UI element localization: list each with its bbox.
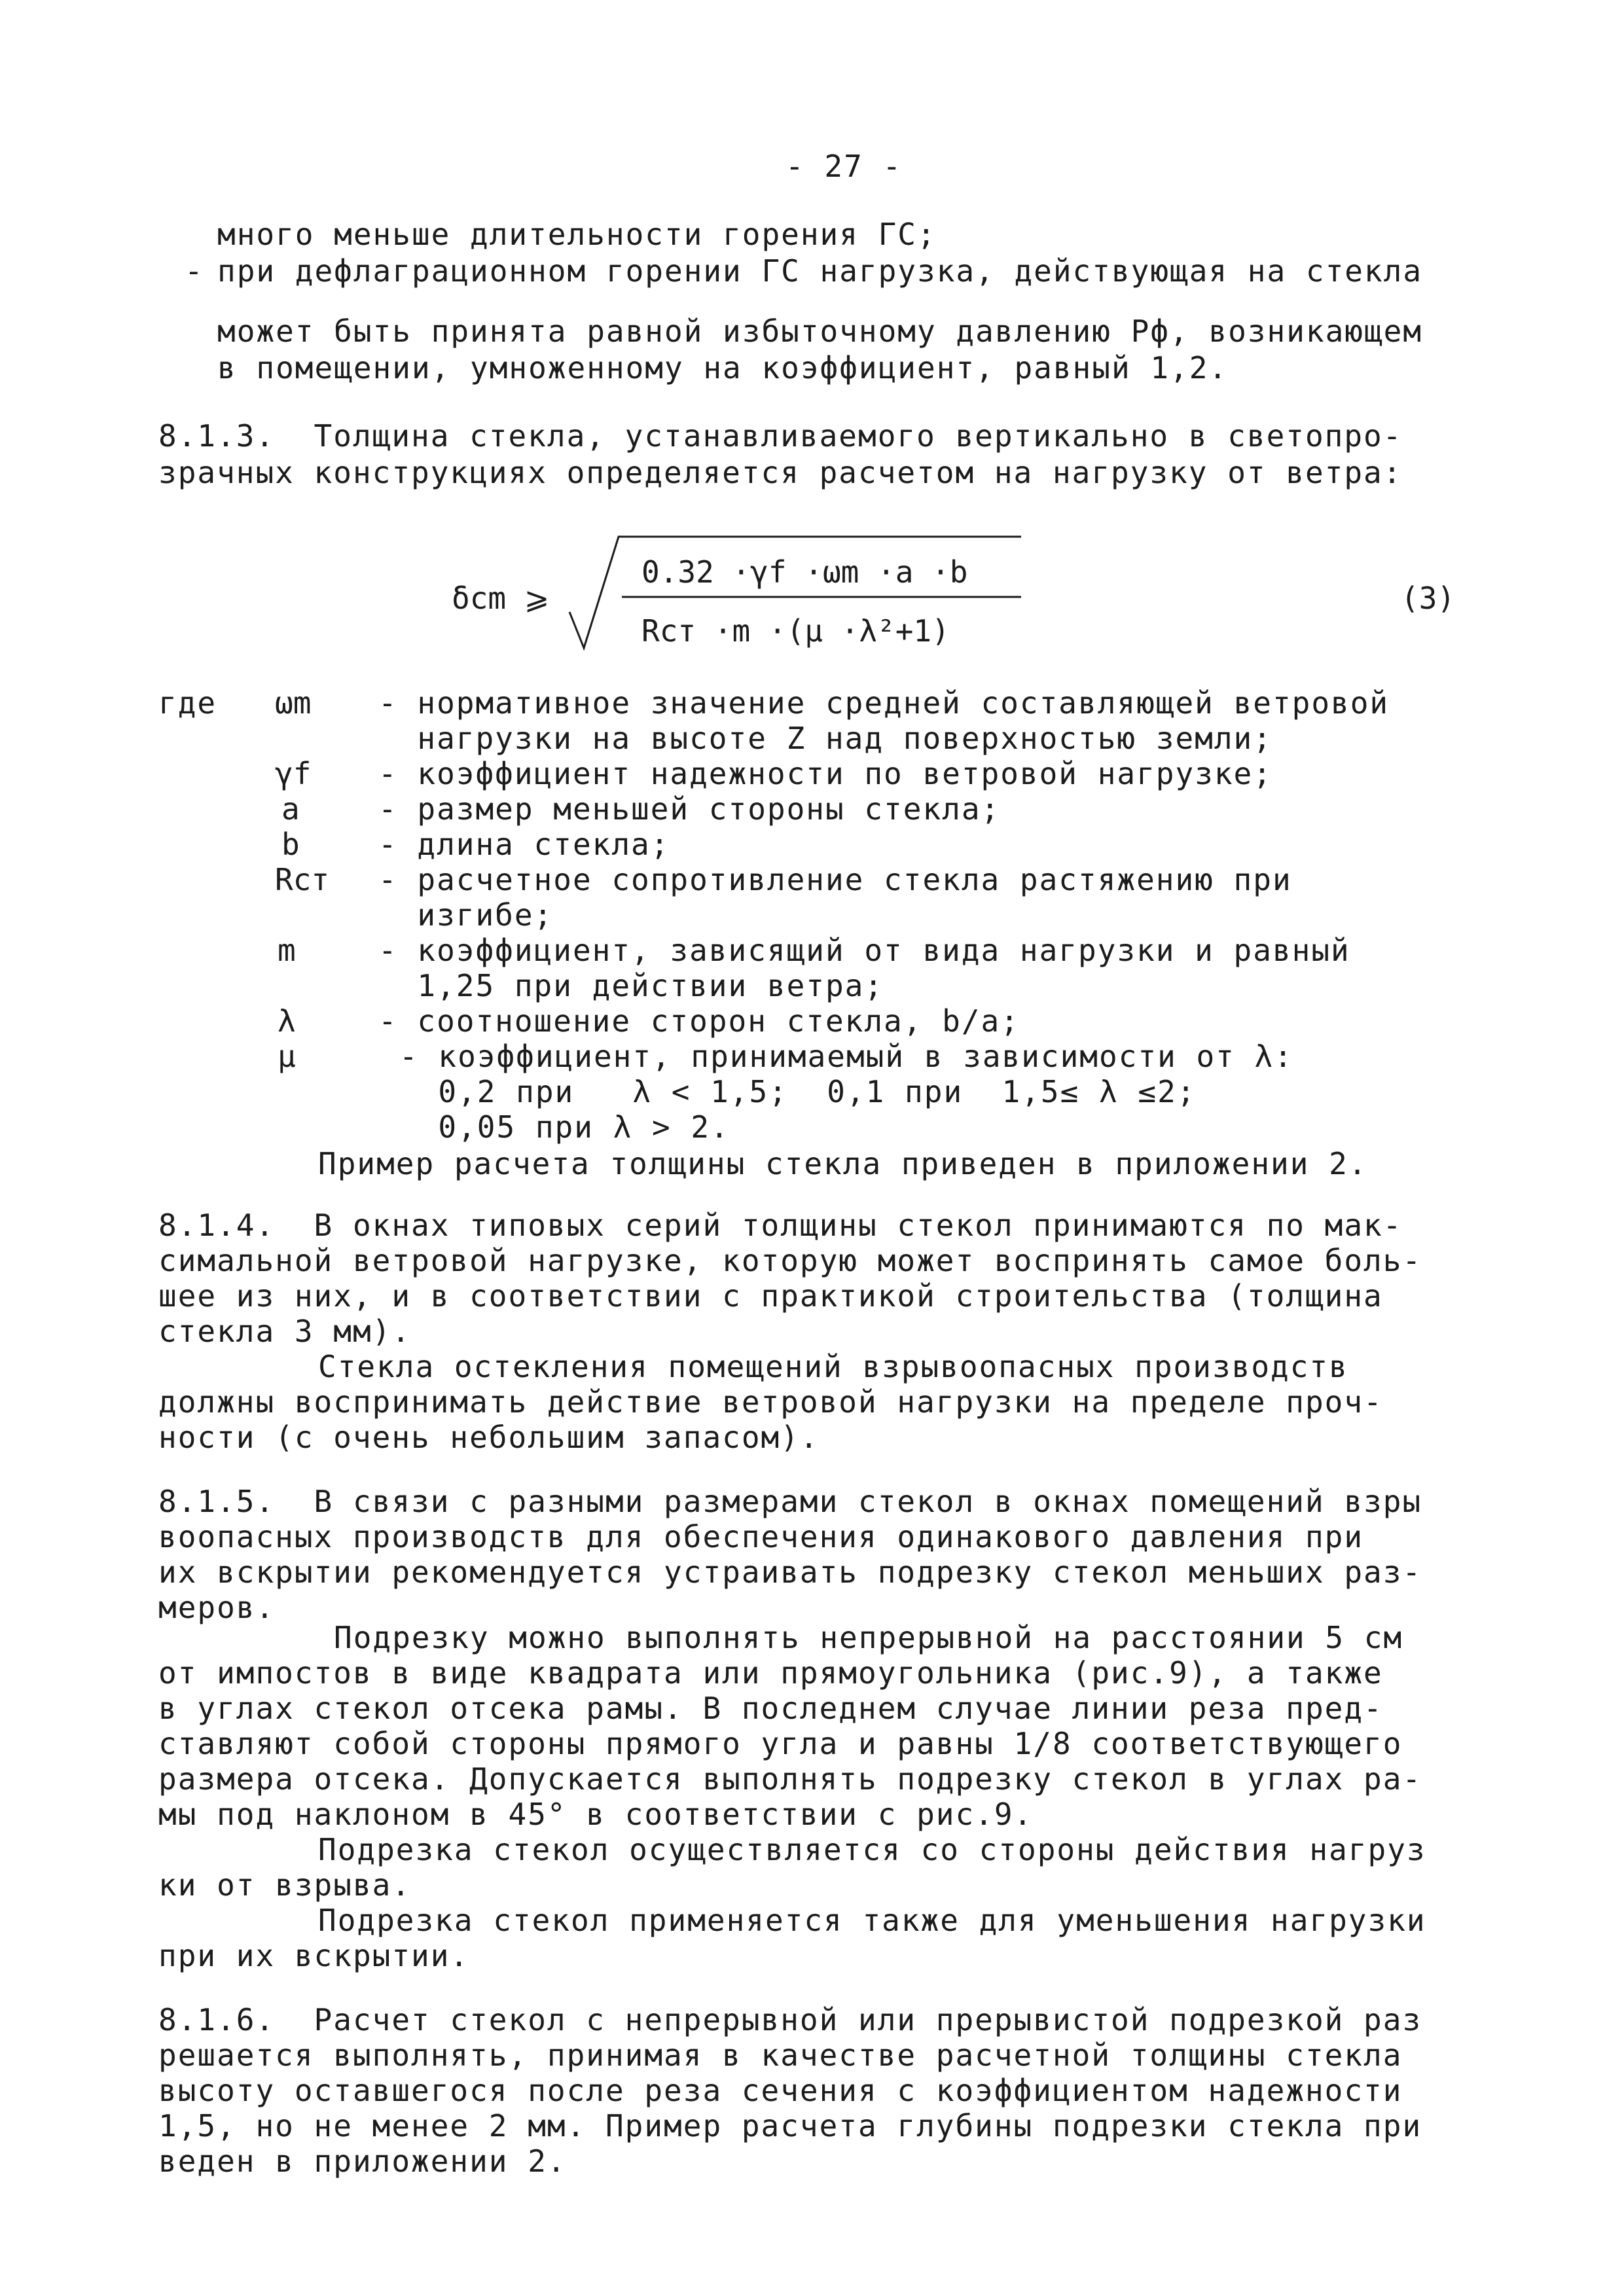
section-8-1-4-line: 8.1.4. В окнах типовых серий толщины стекол принимаются по мак- — [158, 1208, 1403, 1243]
definition-line: нагрузки на высоте Z над поверхностью земли; — [378, 721, 1272, 756]
intro-line: может быть принята равной избыточному давлению Pф, возникающем — [217, 314, 1423, 349]
symbol-m: m — [278, 933, 296, 968]
symbol-mu: μ — [278, 1039, 296, 1074]
definition-line: - длина стекла; — [378, 827, 670, 862]
bullet-dash: - — [185, 253, 203, 289]
formula-lhs: δcm ⩾ — [452, 581, 550, 616]
definition-line: изгибе; — [378, 897, 554, 933]
section-8-1-6-line: высоту оставшегося после реза сечения с коэффициентом надежности — [158, 2073, 1403, 2108]
section-8-1-4-line: стекла 3 мм). — [158, 1314, 412, 1349]
definition-line: - соотношение сторон стекла, b/a; — [378, 1003, 1020, 1039]
section-8-1-5-line: 8.1.5. В связи с разными размерами стекол в окнах помещений взры — [158, 1484, 1422, 1519]
definition-line: - нормативное значение средней составляющей ветровой — [378, 685, 1390, 721]
section-8-1-5-line: Подрезка стекол применяется также для уменьшения нагрузки — [318, 1903, 1426, 1938]
section-8-1-5-line: ки от взрыва. — [158, 1867, 412, 1903]
definition-line: 0,2 при λ < 1,5; 0,1 при 1,5≤ λ ≤2; — [399, 1074, 1197, 1109]
section-8-1-5-line: Подрезка стекол осуществляется со стороны действия нагруз — [318, 1832, 1426, 1867]
section-8-1-4-line: симальной ветровой нагрузке, которую может воспринять самое боль- — [158, 1243, 1422, 1278]
section-8-1-4-line: должны воспринимать действие ветровой нагрузки на пределе проч- — [158, 1384, 1383, 1420]
section-8-1-5-line: меров. — [158, 1590, 276, 1625]
section-8-1-5-line: Подрезку можно выполнять непрерывной на расстоянии 5 см — [334, 1620, 1403, 1655]
section-8-1-5-line: ставляют собой стороны прямого угла и равны 1/8 соответствующего — [158, 1726, 1403, 1761]
definition-line: 0,05 при λ > 2. — [399, 1109, 730, 1145]
page-number: - 27 - — [785, 149, 903, 184]
section-8-1-5-line: при их вскрытии. — [158, 1938, 470, 1973]
example-note: Пример расчета толщины стекла приведен в приложении 2. — [318, 1146, 1368, 1181]
definition-line: 1,25 при действии ветра; — [378, 968, 884, 1003]
definition-line: - коэффициент надежности по ветровой нагрузке; — [378, 756, 1272, 791]
section-8-1-5-line: мы под наклоном в 45° в соответствии с рис.9. — [158, 1797, 1034, 1832]
formula-number: (3) — [1401, 581, 1456, 616]
section-8-1-4-line: Стекла остекления помещений взрывоопасных производств — [318, 1349, 1348, 1384]
intro-line: при дефлаграционном горении ГС нагрузка, действующая на стекла — [217, 253, 1423, 289]
symbol-omega-m: ωm — [275, 685, 312, 721]
section-8-1-6-line: 1,5, но не менее 2 мм. Пример расчета глубины подрезки стекла при — [158, 2108, 1422, 2144]
definition-line: - расчетное сопротивление стекла растяжению при — [378, 862, 1292, 897]
section-8-1-5-line: размера отсека. Допускается выполнять подрезку стекол в углах ра- — [158, 1761, 1422, 1797]
intro-line: в помещении, умноженному на коэффициент, равный 1,2. — [217, 350, 1229, 386]
section-8-1-6-line: 8.1.6. Расчет стекол с непрерывной или прерывистой подрезкой раз — [158, 2002, 1422, 2037]
definition-line: - коэффициент, принимаемый в зависимости от λ: — [399, 1039, 1293, 1074]
section-8-1-5-line: в углах стекол отсека рамы. В последнем случае линии реза пред- — [158, 1691, 1383, 1726]
section-8-1-5-line: воопасных производств для обеспечения одинакового давления при — [158, 1519, 1364, 1554]
definition-line: - размер меньшей стороны стекла; — [378, 791, 1001, 827]
formula-denominator: Rст ·m ·(μ ·λ²+1) — [641, 613, 950, 649]
symbol-lambda: λ — [278, 1003, 296, 1039]
section-8-1-4-line: шее из них, и в соответствии с практикой строительства (толщина — [158, 1278, 1383, 1314]
section-8-1-5-line: их вскрытии рекомендуется устраивать подрезку стекол меньших раз- — [158, 1554, 1422, 1590]
intro-line: много меньше длительности горения ГС; — [217, 217, 937, 252]
symbol-r-st: Rст — [275, 862, 330, 897]
section-8-1-3-line: зрачных конструкциях определяется расчетом на нагрузку от ветра: — [158, 455, 1403, 490]
section-8-1-4-line: ности (с очень небольшим запасом). — [158, 1420, 820, 1455]
section-8-1-5-line: от импостов в виде квадрата или прямоугольника (рис.9), а также — [158, 1655, 1383, 1691]
formula-3 — [445, 517, 1466, 674]
section-8-1-6-line: решается выполнять, принимая в качестве расчетной толщины стекла — [158, 2037, 1403, 2073]
symbol-b: b — [281, 827, 300, 862]
where-label: где — [158, 685, 217, 721]
symbol-a: a — [281, 791, 300, 827]
formula-numerator: 0.32 ·γf ·ωm ·a ·b — [641, 554, 968, 590]
section-8-1-3-line: 8.1.3. Толщина стекла, устанавливаемого вертикально в светопро- — [158, 418, 1403, 454]
symbol-gamma-f: γf — [275, 756, 312, 791]
definition-line: - коэффициент, зависящий от вида нагрузки и равный — [378, 933, 1350, 968]
section-8-1-6-line: веден в приложении 2. — [158, 2144, 567, 2179]
